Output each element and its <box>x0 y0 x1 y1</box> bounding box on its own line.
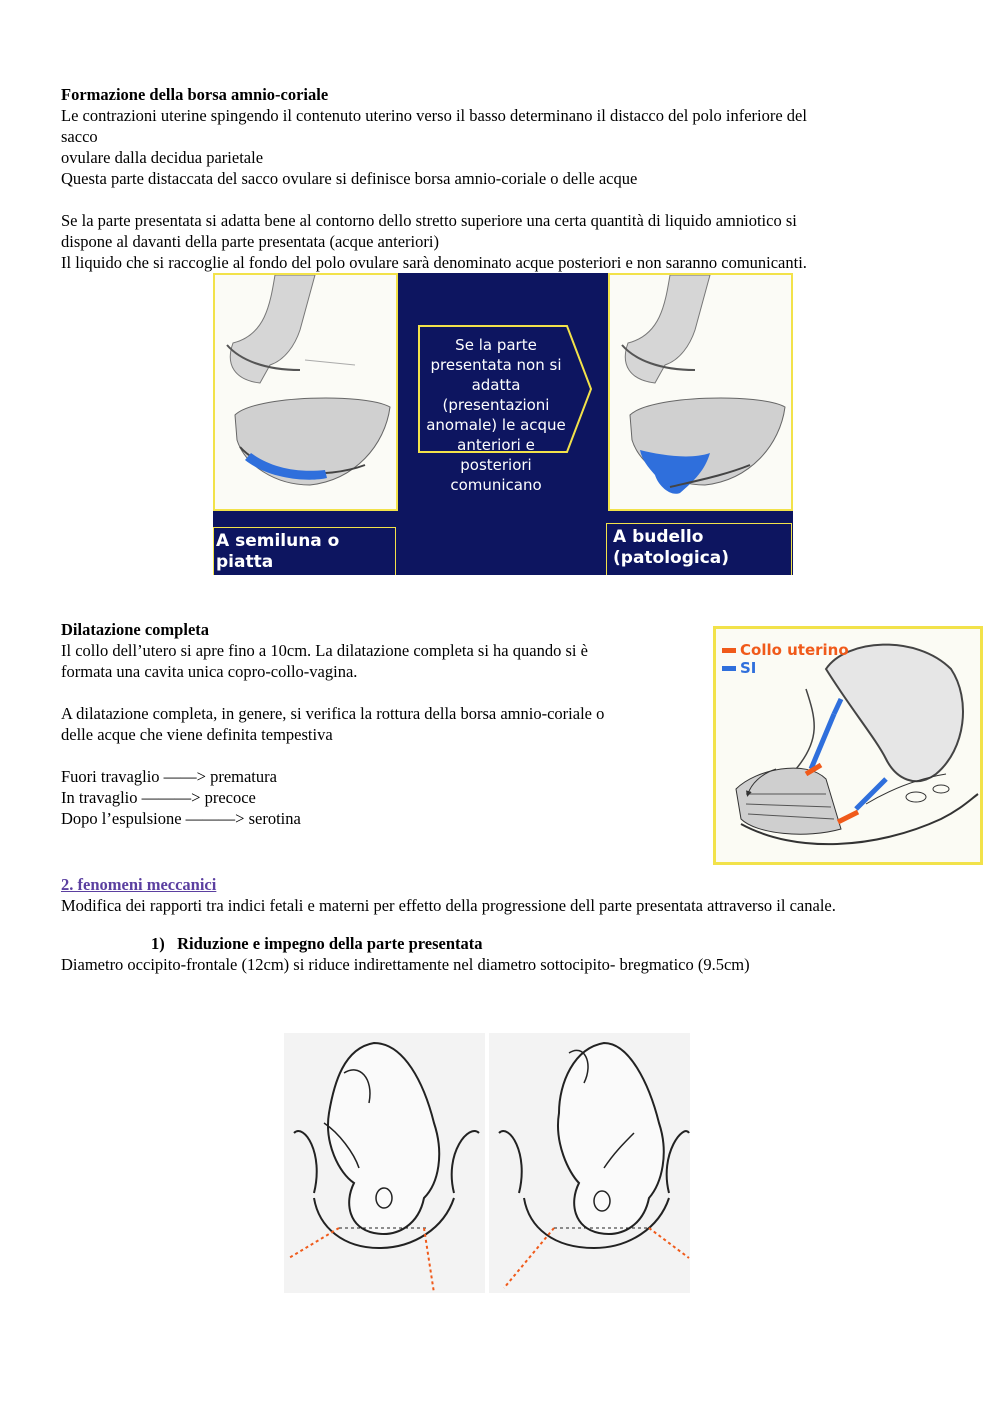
left-illustration <box>213 273 398 511</box>
text-line: Questa parte distaccata del sacco ovulare si definisce borsa amnio-coriale o delle acque <box>61 169 638 188</box>
legend-swatch-orange <box>722 648 736 653</box>
section-fenomeni <box>61 874 961 975</box>
text-line: Se la parte presentata si adatta bene al contorno dello stretto superiore una certa quantità di liquido amniotico si <box>61 211 797 230</box>
legend-item-si: SI <box>722 659 849 677</box>
figure-dilatazione <box>713 626 983 865</box>
fetus-illustration <box>284 1033 690 1293</box>
section-formazione <box>61 84 941 273</box>
uterus-flat-illustration <box>215 275 396 509</box>
list-item: Dopo l’espulsione ———> serotina <box>61 809 301 828</box>
text-line: dispone al davanti della parte presentata (acque anteriori) <box>61 232 439 251</box>
text-line: A dilatazione completa, in genere, si verifica la rottura della borsa amnio-coriale o <box>61 704 605 723</box>
section-title: Formazione della borsa amnio-coriale <box>61 85 329 104</box>
uterus-pathologic-illustration <box>610 275 791 509</box>
left-label-line: A semiluna o piatta <box>216 531 340 572</box>
right-label-box <box>606 523 792 575</box>
section-title: Dilatazione completa <box>61 620 210 639</box>
legend-swatch-blue <box>722 666 736 671</box>
text-line: Il collo dell’utero si apre fino a 10cm. La dilatazione completa si ha quando si è <box>61 641 588 660</box>
right-illustration <box>608 273 793 511</box>
section-dilatazione <box>61 619 701 829</box>
right-label-line: (patologica) <box>613 548 730 568</box>
figure-borsa-forms <box>213 273 793 593</box>
list-item: In travaglio ———> precoce <box>61 788 256 807</box>
text-line: ovulare dalla decidua parietale <box>61 148 264 167</box>
callout-text: Se la parte presentata non si adatta (presentazioni anomale) le acque anteriori e posteriori comunicano <box>426 336 566 494</box>
text-line: Il liquido che si raccoglie al fondo del polo ovulare sarà denominato acque posteriori e non saranno comunicanti. <box>61 253 807 272</box>
center-callout <box>417 323 589 494</box>
text-line: formata una cavita unica copro-collo-vagina. <box>61 662 358 681</box>
right-label-line: A budello <box>613 527 704 547</box>
figure-fetus-engagement <box>284 1033 690 1293</box>
figure-legend <box>722 641 849 677</box>
left-label-line: (fisiologica) <box>216 573 329 593</box>
text-line: sacco <box>61 127 98 146</box>
subheading: 1) Riduzione e impegno della parte presentata <box>151 934 483 953</box>
text-line: Le contrazioni uterine spingendo il contenuto uterino verso il basso determinano il distacco del polo inferiore del <box>61 106 807 125</box>
legend-item-collo: Collo uterino <box>722 641 849 659</box>
list-item: Fuori travaglio ——> prematura <box>61 767 277 786</box>
heading-link-fenomeni[interactable]: 2. fenomeni meccanici <box>61 875 217 894</box>
text-line: Diametro occipito-frontale (12cm) si riduce indirettamente nel diametro sottocipito- bregmatico (9.5cm) <box>61 955 750 974</box>
text-line: delle acque che viene definita tempestiva <box>61 725 333 744</box>
text-line: Modifica dei rapporti tra indici fetali e materni per effetto della progressione dell parte presentata attraverso il canale. <box>61 896 836 915</box>
left-label-box <box>213 527 396 593</box>
